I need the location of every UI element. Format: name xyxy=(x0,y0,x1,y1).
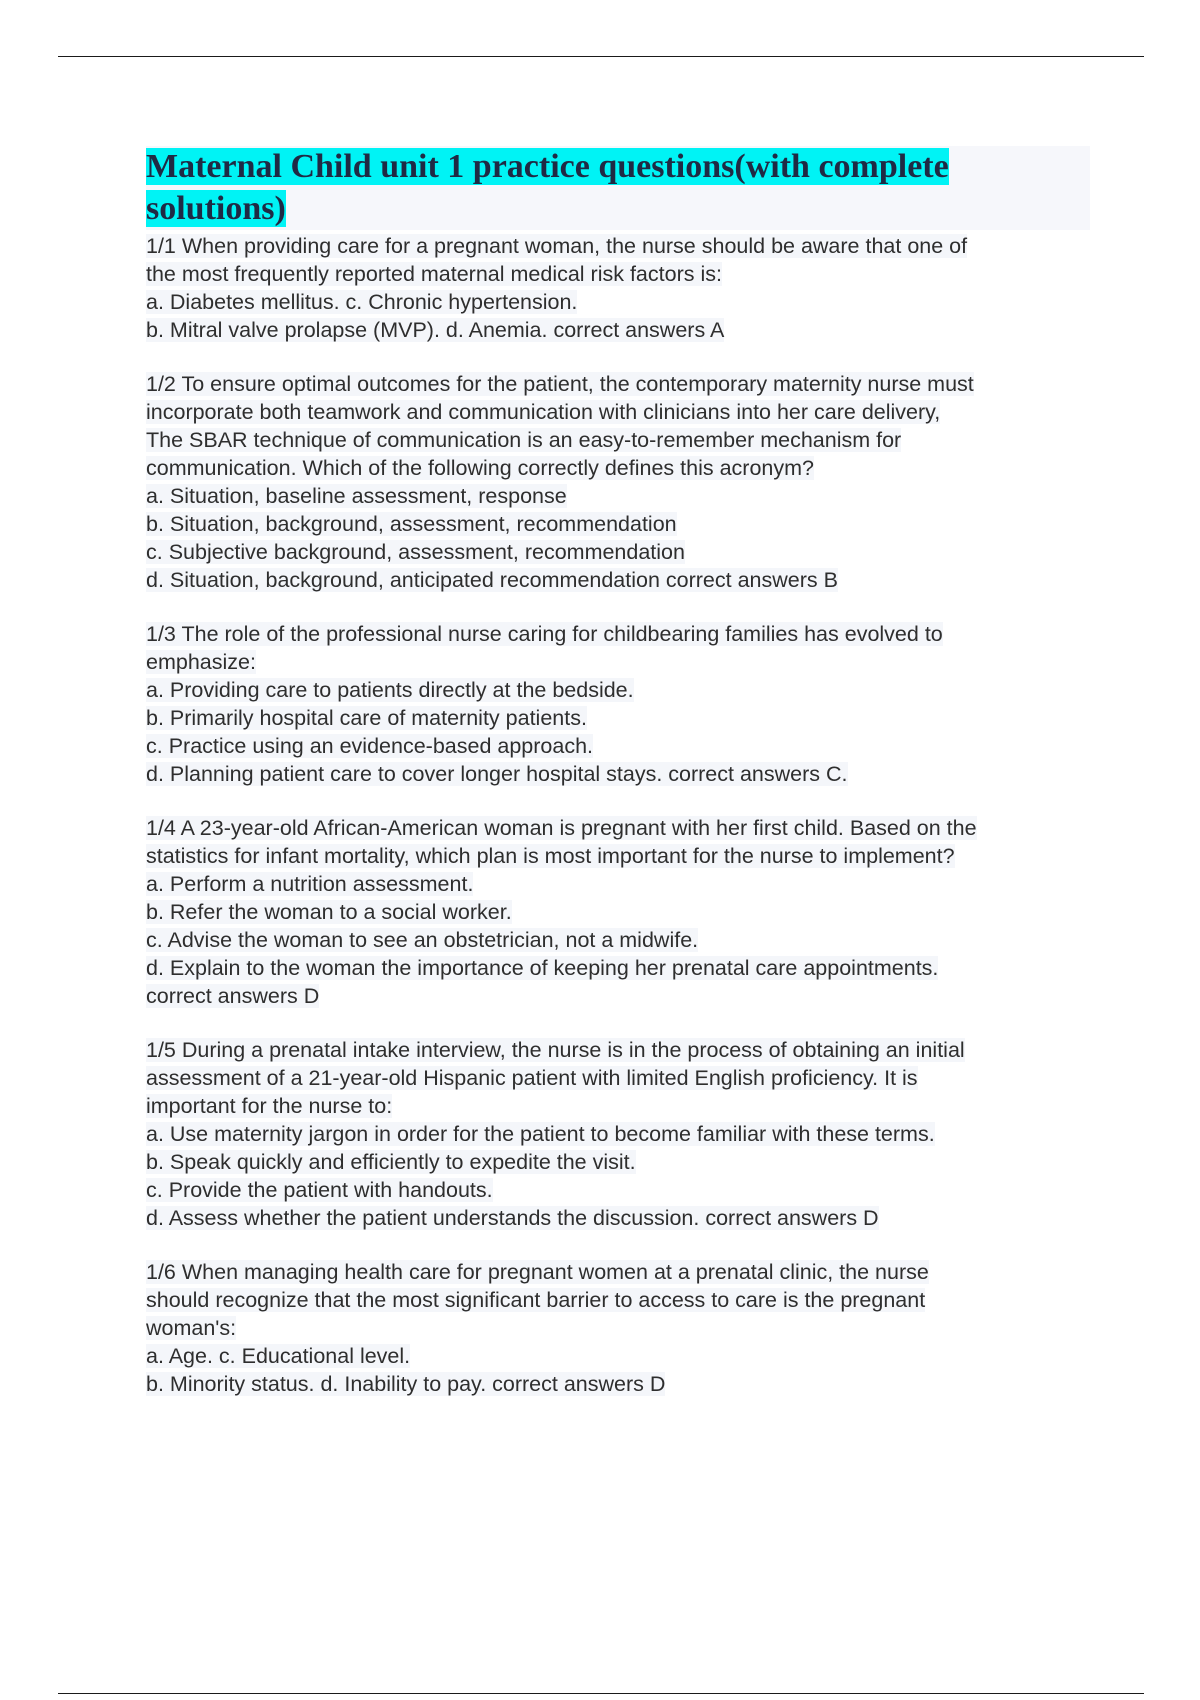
question-block xyxy=(146,1036,1090,1232)
question-text: emphasize: xyxy=(146,650,256,674)
question-text: b. Minority status. d. Inability to pay. correct answers D xyxy=(146,1372,666,1396)
question-text: 1/5 During a prenatal intake interview, the nurse is in the process of obtaining an initial xyxy=(146,1038,965,1062)
question-block xyxy=(146,370,1090,594)
question-text-line xyxy=(146,1064,1090,1092)
title-line-2: solutions) xyxy=(146,190,286,227)
question-text: c. Practice using an evidence-based approach. xyxy=(146,734,593,758)
question-text-line xyxy=(146,926,1090,954)
question-text: a. Perform a nutrition assessment. xyxy=(146,872,474,896)
question-text: b. Situation, background, assessment, recommendation xyxy=(146,512,677,536)
footer-rule xyxy=(58,1693,1144,1694)
question-text-line xyxy=(146,648,1090,676)
question-text-line xyxy=(146,1148,1090,1176)
question-text-line xyxy=(146,870,1090,898)
question-block xyxy=(146,814,1090,1010)
question-text: b. Mitral valve prolapse (MVP). d. Anemia. correct answers A xyxy=(146,318,725,342)
question-text-line xyxy=(146,454,1090,482)
question-text: The SBAR technique of communication is an easy-to-remember mechanism for xyxy=(146,428,902,452)
question-text: important for the nurse to: xyxy=(146,1094,393,1118)
question-text-line xyxy=(146,1258,1090,1286)
question-text-line xyxy=(146,426,1090,454)
question-text: 1/1 When providing care for a pregnant woman, the nurse should be aware that one of xyxy=(146,234,968,258)
question-text-line xyxy=(146,982,1090,1010)
question-text: a. Use maternity jargon in order for the patient to become familiar with these terms. xyxy=(146,1122,935,1146)
question-text: 1/6 When managing health care for pregnant women at a prenatal clinic, the nurse xyxy=(146,1260,929,1284)
question-text: 1/2 To ensure optimal outcomes for the patient, the contemporary maternity nurse must xyxy=(146,372,974,396)
question-text-line xyxy=(146,260,1090,288)
question-text: assessment of a 21-year-old Hispanic patient with limited English proficiency. It is xyxy=(146,1066,918,1090)
question-text: 1/4 A 23-year-old African-American woman is pregnant with her first child. Based on the xyxy=(146,816,977,840)
question-text-line xyxy=(146,1092,1090,1120)
question-text-line xyxy=(146,1120,1090,1148)
question-block xyxy=(146,1258,1090,1398)
question-text: c. Advise the woman to see an obstetrician, not a midwife. xyxy=(146,928,699,952)
question-text-line xyxy=(146,482,1090,510)
document-body xyxy=(146,146,1090,1424)
question-text: 1/3 The role of the professional nurse caring for childbearing families has evolved to xyxy=(146,622,943,646)
question-text: a. Providing care to patients directly at the bedside. xyxy=(146,678,634,702)
question-block xyxy=(146,620,1090,788)
question-text: b. Refer the woman to a social worker. xyxy=(146,900,512,924)
question-text-line xyxy=(146,1370,1090,1398)
question-text: the most frequently reported maternal medical risk factors is: xyxy=(146,262,722,286)
question-text: correct answers D xyxy=(146,984,320,1008)
title-line-1: Maternal Child unit 1 practice questions(with complete xyxy=(146,148,949,185)
question-text-line xyxy=(146,954,1090,982)
question-text-line xyxy=(146,538,1090,566)
question-text: incorporate both teamwork and communication with clinicians into her care delivery, xyxy=(146,400,941,424)
question-text: d. Planning patient care to cover longer hospital stays. correct answers C. xyxy=(146,762,848,786)
question-text-line xyxy=(146,1314,1090,1342)
question-text: a. Diabetes mellitus. c. Chronic hypertension. xyxy=(146,290,578,314)
question-text-line xyxy=(146,676,1090,704)
question-text-line xyxy=(146,1342,1090,1370)
question-text-line xyxy=(146,898,1090,926)
question-text-line xyxy=(146,370,1090,398)
question-text: c. Provide the patient with handouts. xyxy=(146,1178,493,1202)
question-text-line xyxy=(146,1036,1090,1064)
question-block xyxy=(146,232,1090,344)
question-text-line xyxy=(146,732,1090,760)
question-list xyxy=(146,232,1090,1398)
question-text: b. Primarily hospital care of maternity patients. xyxy=(146,706,587,730)
question-text-line xyxy=(146,398,1090,426)
question-text-line xyxy=(146,814,1090,842)
question-text-line xyxy=(146,842,1090,870)
question-text: should recognize that the most significant barrier to access to care is the pregnant xyxy=(146,1288,926,1312)
question-text: c. Subjective background, assessment, recommendation xyxy=(146,540,685,564)
question-text-line xyxy=(146,1204,1090,1232)
question-text-line xyxy=(146,566,1090,594)
question-text: b. Speak quickly and efficiently to expedite the visit. xyxy=(146,1150,636,1174)
question-text: d. Situation, background, anticipated recommendation correct answers B xyxy=(146,568,838,592)
question-text: a. Situation, baseline assessment, response xyxy=(146,484,567,508)
question-text-line xyxy=(146,760,1090,788)
question-text-line xyxy=(146,232,1090,260)
question-text: statistics for infant mortality, which plan is most important for the nurse to implement? xyxy=(146,844,955,868)
question-text-line xyxy=(146,1176,1090,1204)
document-title xyxy=(146,146,1090,230)
title-block xyxy=(146,146,1090,230)
question-text-line xyxy=(146,1286,1090,1314)
question-text: a. Age. c. Educational level. xyxy=(146,1344,411,1368)
question-text-line xyxy=(146,510,1090,538)
question-text: woman's: xyxy=(146,1316,237,1340)
question-text: d. Assess whether the patient understands the discussion. correct answers D xyxy=(146,1206,879,1230)
question-text-line xyxy=(146,288,1090,316)
question-text-line xyxy=(146,316,1090,344)
question-text-line xyxy=(146,620,1090,648)
question-text-line xyxy=(146,704,1090,732)
question-text: communication. Which of the following correctly defines this acronym? xyxy=(146,456,814,480)
question-text: d. Explain to the woman the importance of keeping her prenatal care appointments. xyxy=(146,956,939,980)
header-rule xyxy=(58,56,1144,57)
